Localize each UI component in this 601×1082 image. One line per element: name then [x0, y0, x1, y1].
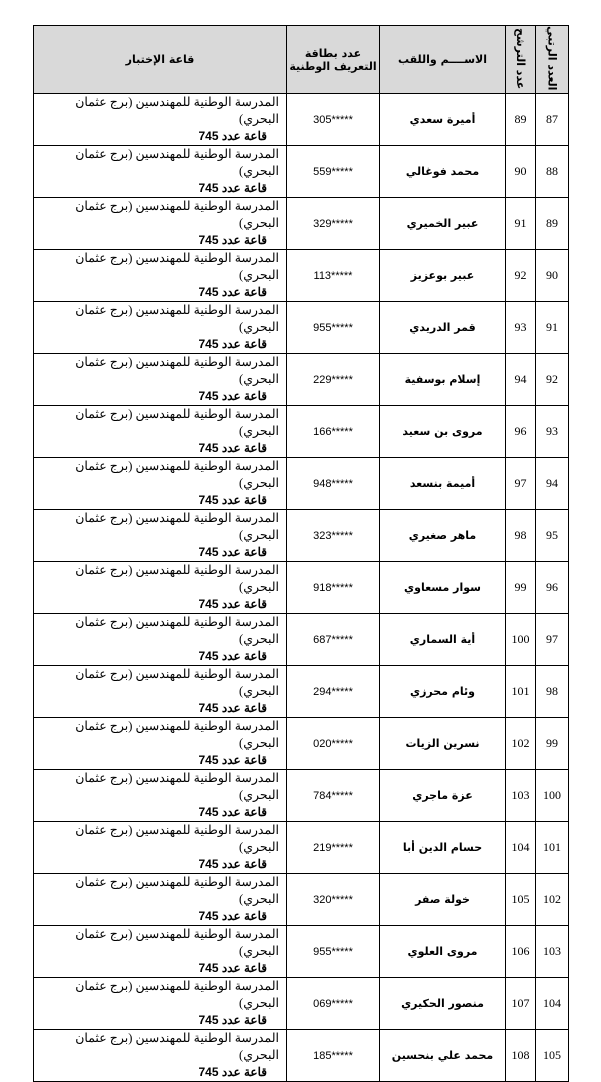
- table-row: [34, 1030, 569, 1082]
- cell-name: قمر الدريدي: [380, 302, 506, 354]
- cell-id-card: 219*****: [287, 822, 380, 874]
- hall-room: قاعة عدد 745: [198, 961, 267, 976]
- hall-room: قاعة عدد 745: [198, 337, 267, 352]
- cell-serial: 94: [536, 458, 569, 510]
- hall-room: قاعة عدد 745: [198, 857, 267, 872]
- header-serial: العدد الرتبي: [536, 26, 569, 94]
- table-row: [34, 354, 569, 406]
- table-row: [34, 718, 569, 770]
- table-row: [34, 94, 569, 146]
- cell-exam-hall: [34, 250, 287, 302]
- cell-candidate-number: 104: [506, 822, 536, 874]
- cell-name: منصور الحكيري: [380, 978, 506, 1030]
- table-row: [34, 926, 569, 978]
- cell-candidate-number: 90: [506, 146, 536, 198]
- cell-candidate-number: 89: [506, 94, 536, 146]
- cell-serial: 90: [536, 250, 569, 302]
- table-row: [34, 406, 569, 458]
- table-header-row: [34, 26, 569, 94]
- cell-serial: 96: [536, 562, 569, 614]
- cell-id-card: 294*****: [287, 666, 380, 718]
- hall-room: قاعة عدد 745: [198, 753, 267, 768]
- cell-name: حسام الدين أبا: [380, 822, 506, 874]
- cell-candidate-number: 99: [506, 562, 536, 614]
- cell-serial: 105: [536, 1030, 569, 1082]
- cell-candidate-number: 102: [506, 718, 536, 770]
- cell-id-card: 948*****: [287, 458, 380, 510]
- cell-id-card: 166*****: [287, 406, 380, 458]
- cell-name: أميمة بنسعد: [380, 458, 506, 510]
- cell-serial: 93: [536, 406, 569, 458]
- cell-exam-hall: [34, 926, 287, 978]
- cell-name: عبير بوعزيز: [380, 250, 506, 302]
- hall-school: المدرسة الوطنية للمهندسين (برج عثمان البحري): [75, 147, 279, 179]
- table-row: [34, 562, 569, 614]
- cell-id-card: 320*****: [287, 874, 380, 926]
- cell-id-card: 784*****: [287, 770, 380, 822]
- hall-room: قاعة عدد 745: [198, 493, 267, 508]
- cell-id-card: 918*****: [287, 562, 380, 614]
- cell-exam-hall: [34, 406, 287, 458]
- hall-room: قاعة عدد 745: [198, 285, 267, 300]
- table-row: [34, 666, 569, 718]
- cell-serial: 88: [536, 146, 569, 198]
- cell-candidate-number: 91: [506, 198, 536, 250]
- hall-school: المدرسة الوطنية للمهندسين (برج عثمان البحري): [75, 771, 279, 803]
- cell-serial: 101: [536, 822, 569, 874]
- cell-name: محمد فوغالي: [380, 146, 506, 198]
- cell-candidate-number: 93: [506, 302, 536, 354]
- table-row: [34, 510, 569, 562]
- cell-name: خولة صفر: [380, 874, 506, 926]
- table-row: [34, 770, 569, 822]
- cell-name: أميرة سعدي: [380, 94, 506, 146]
- header-exam-hall: قاعة الإختبار: [34, 26, 287, 94]
- candidates-table: [33, 25, 569, 1082]
- table-row: [34, 250, 569, 302]
- cell-id-card: 113*****: [287, 250, 380, 302]
- cell-serial: 98: [536, 666, 569, 718]
- cell-exam-hall: [34, 1030, 287, 1082]
- cell-exam-hall: [34, 562, 287, 614]
- cell-exam-hall: [34, 458, 287, 510]
- hall-school: المدرسة الوطنية للمهندسين (برج عثمان البحري): [75, 1031, 279, 1063]
- cell-name: محمد علي بنحسين: [380, 1030, 506, 1082]
- hall-room: قاعة عدد 745: [198, 545, 267, 560]
- cell-id-card: 955*****: [287, 926, 380, 978]
- hall-room: قاعة عدد 745: [198, 649, 267, 664]
- cell-exam-hall: [34, 302, 287, 354]
- cell-candidate-number: 107: [506, 978, 536, 1030]
- cell-serial: 100: [536, 770, 569, 822]
- cell-exam-hall: [34, 614, 287, 666]
- cell-serial: 97: [536, 614, 569, 666]
- cell-name: عبير الخميري: [380, 198, 506, 250]
- cell-id-card: 185*****: [287, 1030, 380, 1082]
- hall-school: المدرسة الوطنية للمهندسين (برج عثمان البحري): [75, 407, 279, 439]
- cell-serial: 89: [536, 198, 569, 250]
- cell-id-card: 069*****: [287, 978, 380, 1030]
- cell-exam-hall: [34, 770, 287, 822]
- cell-name: مروى بن سعيد: [380, 406, 506, 458]
- cell-exam-hall: [34, 146, 287, 198]
- cell-id-card: 559*****: [287, 146, 380, 198]
- cell-candidate-number: 94: [506, 354, 536, 406]
- table-row: [34, 874, 569, 926]
- table-body: [34, 94, 569, 1082]
- cell-name: أية السماري: [380, 614, 506, 666]
- table-row: [34, 302, 569, 354]
- cell-exam-hall: [34, 354, 287, 406]
- hall-school: المدرسة الوطنية للمهندسين (برج عثمان البحري): [75, 823, 279, 855]
- cell-exam-hall: [34, 718, 287, 770]
- cell-candidate-number: 98: [506, 510, 536, 562]
- table-row: [34, 458, 569, 510]
- table-row: [34, 146, 569, 198]
- cell-exam-hall: [34, 198, 287, 250]
- cell-id-card: 305*****: [287, 94, 380, 146]
- cell-exam-hall: [34, 666, 287, 718]
- hall-room: قاعة عدد 745: [198, 1065, 267, 1080]
- hall-room: قاعة عدد 745: [198, 181, 267, 196]
- hall-room: قاعة عدد 745: [198, 441, 267, 456]
- cell-id-card: 020*****: [287, 718, 380, 770]
- hall-school: المدرسة الوطنية للمهندسين (برج عثمان البحري): [75, 459, 279, 491]
- cell-id-card: 329*****: [287, 198, 380, 250]
- hall-school: المدرسة الوطنية للمهندسين (برج عثمان البحري): [75, 511, 279, 543]
- cell-candidate-number: 105: [506, 874, 536, 926]
- table-row: [34, 198, 569, 250]
- header-name: الاســــم واللقب: [380, 26, 506, 94]
- cell-name: سوار مسعاوي: [380, 562, 506, 614]
- hall-room: قاعة عدد 745: [198, 129, 267, 144]
- hall-school: المدرسة الوطنية للمهندسين (برج عثمان البحري): [75, 563, 279, 595]
- cell-name: إسلام بوسفية: [380, 354, 506, 406]
- hall-school: المدرسة الوطنية للمهندسين (برج عثمان البحري): [75, 303, 279, 335]
- cell-id-card: 687*****: [287, 614, 380, 666]
- cell-exam-hall: [34, 822, 287, 874]
- cell-candidate-number: 103: [506, 770, 536, 822]
- cell-candidate-number: 108: [506, 1030, 536, 1082]
- hall-room: قاعة عدد 745: [198, 597, 267, 612]
- hall-school: المدرسة الوطنية للمهندسين (برج عثمان البحري): [75, 95, 279, 127]
- hall-school: المدرسة الوطنية للمهندسين (برج عثمان البحري): [75, 251, 279, 283]
- cell-serial: 95: [536, 510, 569, 562]
- hall-room: قاعة عدد 745: [198, 233, 267, 248]
- table-row: [34, 978, 569, 1030]
- cell-candidate-number: 96: [506, 406, 536, 458]
- cell-name: عزة ماجري: [380, 770, 506, 822]
- cell-serial: 104: [536, 978, 569, 1030]
- cell-candidate-number: 97: [506, 458, 536, 510]
- hall-school: المدرسة الوطنية للمهندسين (برج عثمان البحري): [75, 667, 279, 699]
- header-candidate-number: عدد الترشح: [506, 26, 536, 94]
- hall-school: المدرسة الوطنية للمهندسين (برج عثمان البحري): [75, 199, 279, 231]
- hall-school: المدرسة الوطنية للمهندسين (برج عثمان البحري): [75, 979, 279, 1011]
- cell-candidate-number: 92: [506, 250, 536, 302]
- hall-room: قاعة عدد 745: [198, 805, 267, 820]
- cell-serial: 87: [536, 94, 569, 146]
- candidates-table-wrapper: [33, 25, 569, 1082]
- cell-id-card: 323*****: [287, 510, 380, 562]
- hall-school: المدرسة الوطنية للمهندسين (برج عثمان البحري): [75, 927, 279, 959]
- hall-room: قاعة عدد 745: [198, 701, 267, 716]
- cell-id-card: 229*****: [287, 354, 380, 406]
- cell-exam-hall: [34, 978, 287, 1030]
- cell-serial: 99: [536, 718, 569, 770]
- cell-candidate-number: 101: [506, 666, 536, 718]
- cell-name: نسرين الزيات: [380, 718, 506, 770]
- hall-school: المدرسة الوطنية للمهندسين (برج عثمان البحري): [75, 719, 279, 751]
- hall-school: المدرسة الوطنية للمهندسين (برج عثمان البحري): [75, 875, 279, 907]
- cell-serial: 92: [536, 354, 569, 406]
- cell-serial: 91: [536, 302, 569, 354]
- hall-room: قاعة عدد 745: [198, 389, 267, 404]
- cell-exam-hall: [34, 874, 287, 926]
- cell-name: ماهر صغيري: [380, 510, 506, 562]
- hall-room: قاعة عدد 745: [198, 1013, 267, 1028]
- cell-serial: 102: [536, 874, 569, 926]
- cell-name: وئام محرزي: [380, 666, 506, 718]
- cell-candidate-number: 106: [506, 926, 536, 978]
- header-id-card: عدد بطاقة التعريف الوطنية: [287, 26, 380, 94]
- hall-school: المدرسة الوطنية للمهندسين (برج عثمان البحري): [75, 615, 279, 647]
- table-row: [34, 822, 569, 874]
- hall-room: قاعة عدد 745: [198, 909, 267, 924]
- table-row: [34, 614, 569, 666]
- cell-exam-hall: [34, 94, 287, 146]
- cell-id-card: 955*****: [287, 302, 380, 354]
- cell-candidate-number: 100: [506, 614, 536, 666]
- hall-school: المدرسة الوطنية للمهندسين (برج عثمان البحري): [75, 355, 279, 387]
- cell-serial: 103: [536, 926, 569, 978]
- cell-exam-hall: [34, 510, 287, 562]
- cell-name: مروى العلوي: [380, 926, 506, 978]
